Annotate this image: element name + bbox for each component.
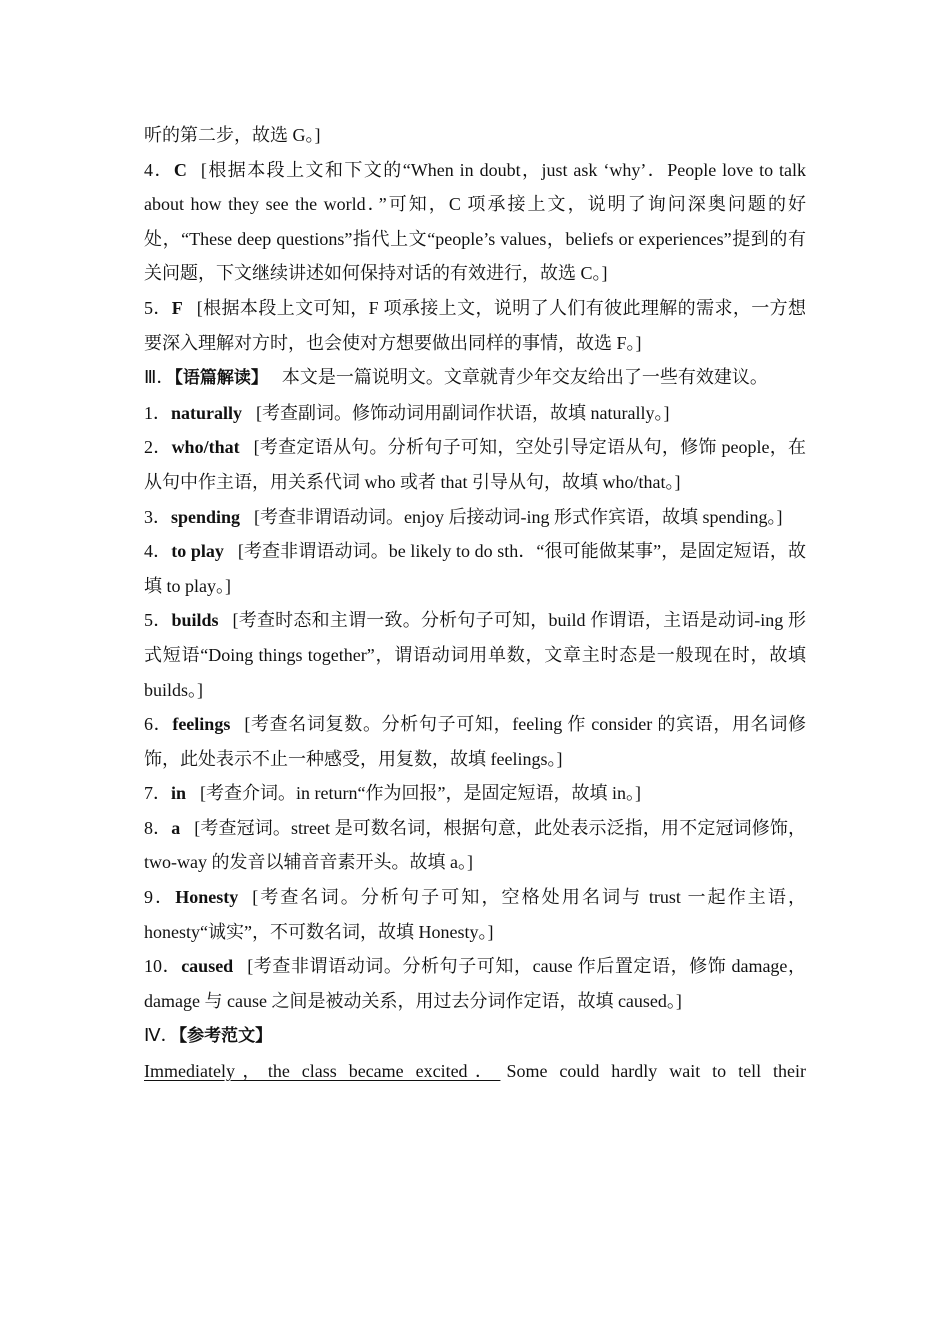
cloze-answer-9 xyxy=(144,880,806,949)
item-explanation: [考查副词。修饰动词用副词作状语，故填 naturally。] xyxy=(256,402,670,423)
section-4-header xyxy=(144,1018,806,1054)
section-4-heading: 【参考范文】 xyxy=(178,1026,273,1047)
cloze-answer-8 xyxy=(144,811,806,880)
section-4-numeral: Ⅳ． xyxy=(144,1025,179,1046)
item-answer: to play xyxy=(171,541,224,562)
item-explanation: [考查非谓语动词。be likely to do sth．“很可能做某事”，是固定短语，故填 to play。] xyxy=(144,541,806,596)
section-3-intro xyxy=(144,360,806,396)
continuation-line xyxy=(144,118,806,153)
continuation-text: 听的第二步，故选 G。] xyxy=(144,125,321,145)
item-number: 4． xyxy=(144,159,174,180)
answer-item-4 xyxy=(144,153,806,291)
item-number: 2． xyxy=(144,437,172,458)
item-number: 4． xyxy=(144,541,172,562)
item-answer: builds xyxy=(171,610,219,631)
model-essay-underlined: Immediately，the class became excited． xyxy=(144,1061,501,1082)
item-explanation: [考查非谓语动词。分析句子可知，cause 作后置定语，修饰 damage，damage 与 cause 之间是被动关系，用过去分词作定语，故填 caused。] xyxy=(144,956,807,1011)
item-answer: a xyxy=(171,817,181,838)
item-number: 3． xyxy=(144,506,171,527)
cloze-answer-2 xyxy=(144,430,806,499)
item-number: 5． xyxy=(144,297,172,318)
item-explanation: [根据本段上文和下文的“When in doubt，just ask ‘why’．People love to talk about how they see the world．”可知，C 项承接上文，说明了询问深奥问题的好处，“These deep questions”指代上文“people’s values，beliefs or experiences”提到的有关问题，下文继续讲述如何保持对话的有效进行，故选 C。] xyxy=(144,159,806,284)
item-answer: in xyxy=(171,783,187,804)
item-answer: F xyxy=(171,297,183,318)
cloze-answer-10 xyxy=(144,949,806,1018)
item-explanation: [考查名词。分析句子可知，空格处用名词与 trust 一起作主语，honesty“诚实”，不可数名词，故填 Honesty。] xyxy=(144,887,807,942)
cloze-answer-5 xyxy=(144,603,806,707)
item-explanation: [考查名词复数。分析句子可知，feeling 作 consider 的宾语，用名词修饰，此处表示不止一种感受，用复数，故填 feelings。] xyxy=(144,714,806,769)
item-number: 7． xyxy=(144,783,171,804)
item-number: 10． xyxy=(144,956,182,977)
item-answer: who/that xyxy=(171,437,240,458)
item-answer: feelings xyxy=(172,714,231,735)
cloze-answer-3 xyxy=(144,500,806,535)
model-essay-continuation: Some could hardly wait to tell their xyxy=(506,1061,806,1082)
document-page xyxy=(144,118,806,1089)
cloze-answer-6 xyxy=(144,707,806,776)
model-essay-line xyxy=(144,1054,806,1089)
item-number: 8． xyxy=(144,817,172,838)
section-3-numeral: Ⅲ． xyxy=(144,367,175,388)
item-explanation: [根据本段上文可知，F 项承接上文，说明了人们有彼此理解的需求，一方想要深入理解对方时，也会使对方想要做出同样的事情，故选 F。] xyxy=(144,297,806,353)
answer-item-5 xyxy=(144,291,806,360)
item-explanation: [考查时态和主谓一致。分析句子可知，build 作谓语，主语是动词-ing 形式短语“Doing things together”，谓语动词用单数，文章主时态是一般现在时，故填 builds。] xyxy=(144,610,806,700)
item-answer: C xyxy=(173,159,187,180)
item-explanation: [考查非谓语动词。enjoy 后接动词-ing 形式作宾语，故填 spending。] xyxy=(254,506,783,527)
item-number: 1． xyxy=(144,402,171,423)
section-3-heading: 【语篇解读】 xyxy=(174,368,268,389)
item-answer: naturally xyxy=(171,402,243,423)
section-3-text: 本文是一篇说明文。文章就青少年交友给出了一些有效建议。 xyxy=(281,367,768,388)
cloze-answer-7 xyxy=(144,776,806,811)
cloze-answer-1 xyxy=(144,396,806,431)
item-explanation: [考查定语从句。分析句子可知，空处引导定语从句，修饰 people，在从句中作主语，用关系代词 who 或者 that 引导从句，故填 who/that。] xyxy=(144,437,807,492)
item-number: 6． xyxy=(144,714,173,735)
item-number: 5． xyxy=(144,610,172,631)
item-answer: spending xyxy=(171,506,241,527)
item-answer: caused xyxy=(181,956,234,977)
cloze-answer-4 xyxy=(144,534,806,603)
item-answer: Honesty xyxy=(175,887,239,908)
item-explanation: [考查冠词。street 是可数名词，根据句意，此处表示泛指，用不定冠词修饰，two-way 的发音以辅音音素开头。故填 a。] xyxy=(144,817,806,873)
item-number: 9． xyxy=(144,887,176,908)
item-explanation: [考查介词。in return“作为回报”，是固定短语，故填 in。] xyxy=(200,783,641,804)
